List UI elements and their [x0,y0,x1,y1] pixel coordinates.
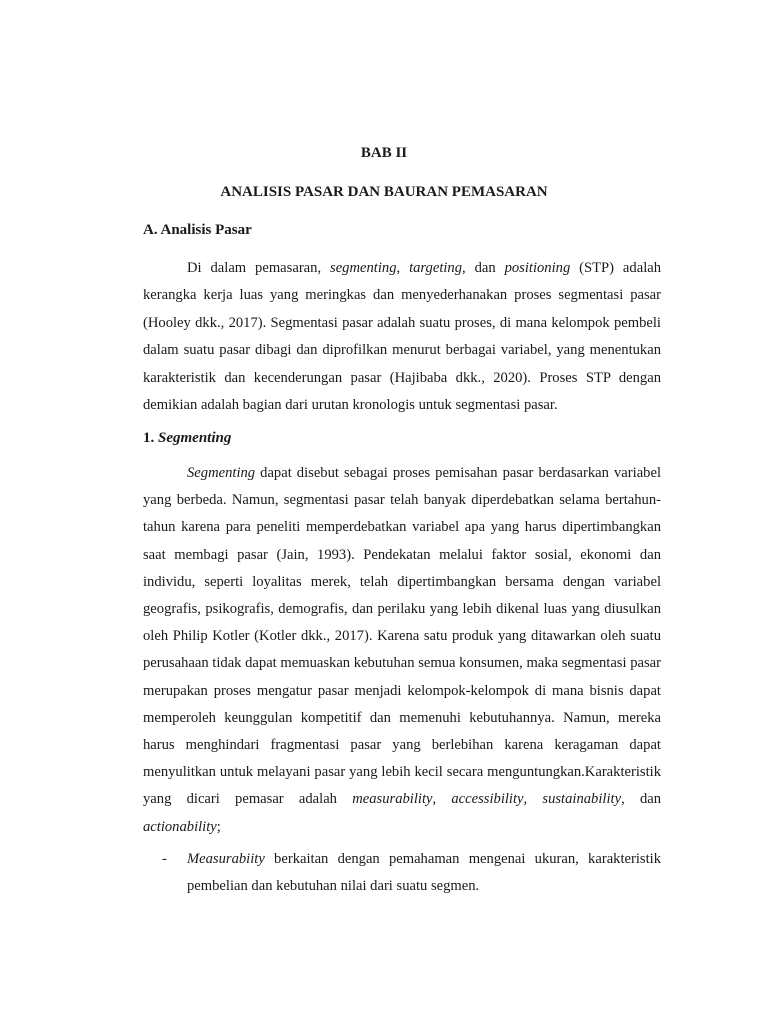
text-run: dan [465,260,505,276]
italic-term: accessibility [451,791,524,808]
text-run: dapat disebut sebagai proses pemisahan pasar berdasarkan variabel yang berbeda. Namun, segmentasi pasar telah banyak diperdebatkan selama bertahun-tahun karena para peneliti memperdebatkan variabel apa yang harus dipertimbangkan saat membagi pasar (Jain, 1993). Pendekatan melalui faktor sosial, ekonomi dan individu, seperti loyalitas merek, telah dipertimbangkan bersama dengan variabel geografis, psikografis, demografis, dan perilaku yang lebih dikenal luas yang diusulkan oleh Philip Kotler (Kotler dkk., 2017). Karena satu produk yang ditawarkan oleh suatu perusahaan tidak dapat memuaskan kebutuhan semua konsumen, maka segmentasi pasar merupakan proses mengatur pasar menjadi kelompok-kelompok di mana bisnis dapat memperoleh keunggulan kompetitif dan memenuhi kebutuhannya. Namun, mereka harus menghindari fragmentasi pasar yang berlebihan karena keragaman dapat menyulitkan untuk melayani pasar yang lebih kecil secara menguntungkan.Karakteristik yang dicari pemasar adalah [143,465,661,808]
chapter-title: ANALISIS PASAR DAN BAURAN PEMASARAN [220,184,548,200]
italic-term: positioning [504,260,571,276]
text-run: , [396,260,410,276]
italic-term: segmenting [330,260,397,276]
chapter-number: BAB II [360,145,408,161]
paragraph-segmenting [143,460,661,841]
italic-term: Measurabiity [187,851,265,867]
section-title: Segmenting [158,430,232,446]
section-heading-segmenting [143,430,231,447]
text-run: berkaitan dengan pemahaman mengenai ukuran, karakteristik pembelian dan kebutuhan nilai dari suatu segmen. [187,851,661,895]
italic-term: sustainability [542,791,622,808]
text-run: Di dalam pemasaran, [187,260,331,276]
list-item-text [187,846,661,901]
italic-term: measurability [352,791,433,808]
list-item-measurability [162,846,661,901]
italic-term: targeting, [409,260,466,276]
text-run: , [523,791,543,808]
paragraph-stp [143,255,661,419]
italic-term: Segmenting [187,465,256,481]
text-run: , [432,791,452,808]
section-number: 1. [143,430,158,446]
text-run: (STP) adalah kerangka kerja luas yang meringkas dan menyederhanakan proses segmentasi pasar (Hooley dkk., 2017). Segmentasi pasar adalah suatu proses, di mana kelompok pembeli dalam suatu pasar dibagi dan diprofilkan menurut berbagai variabel, yang menentukan karakteristik dan kecenderungan pasar (Hajibaba dkk., 2020). Proses STP dengan demikian adalah bagian dari urutan kronologis untuk segmentasi pasar. [143,260,662,414]
list-dash: - [162,851,167,867]
italic-term: actionability [143,818,217,835]
section-heading-analisis-pasar: A. Analisis Pasar [143,222,252,238]
text-run: , dan [621,791,662,808]
text-run: ; [216,818,221,835]
